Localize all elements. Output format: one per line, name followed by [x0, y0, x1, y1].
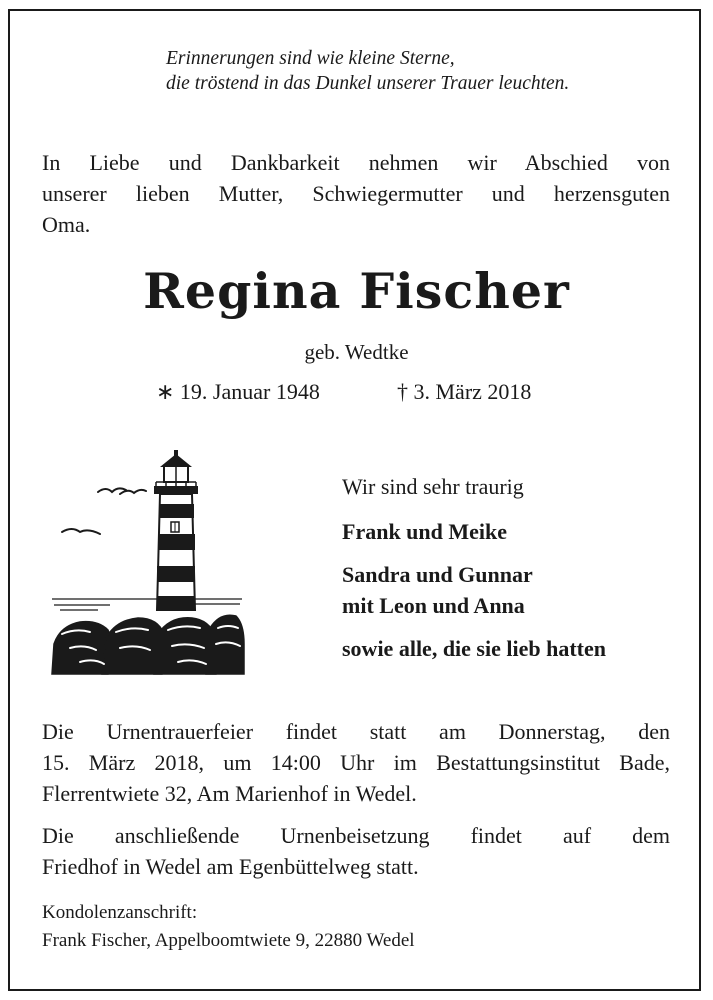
motto-quote: [166, 46, 686, 96]
intro-line: In Liebe und Dankbarkeit nehmen wir Abschied von: [42, 150, 670, 175]
birth-date: ∗ 19. Januar 1948: [156, 379, 320, 404]
ceremony-line: Die Urnentrauerfeier findet statt am Donnerstag, den: [42, 719, 670, 744]
mourner-group: Sandra und Gunnar: [342, 562, 533, 587]
mourners-block: [342, 474, 682, 664]
intro-line: Oma.: [42, 212, 91, 237]
ceremony-line: Flerrentwiete 32, Am Marienhof in Wedel.: [42, 781, 417, 806]
ceremony-line: 15. März 2018, um 14:00 Uhr im Bestattungsinstitut Bade,: [42, 750, 670, 775]
mourner-group: sowie alle, die sie lieb hatten: [342, 636, 606, 661]
motto-line: Erinnerungen sind wie kleine Sterne,: [166, 48, 455, 69]
condolence-label: Kondolenzanschrift:: [42, 902, 198, 923]
mourners-intro: Wir sind sehr traurig: [342, 474, 524, 499]
lighthouse-icon: [50, 448, 246, 676]
condolence-address: [42, 899, 670, 955]
burial-info: [42, 820, 670, 882]
burial-line: Die anschließende Urnenbeisetzung findet auf dem: [42, 823, 670, 848]
burial-line: Friedhof in Wedel am Egenbüttelweg statt.: [42, 854, 419, 879]
condolence-line: Frank Fischer, Appelboomtwiete 9, 22880 Wedel: [42, 930, 415, 951]
deceased-name: Regina Fischer: [143, 262, 570, 320]
mourner-group: Frank und Meike: [342, 519, 508, 544]
intro-line: unserer lieben Mutter, Schwiegermutter und herzensguten: [42, 181, 670, 206]
death-date: † 3. März 2018: [397, 379, 532, 404]
mourner-group: mit Leon und Anna: [342, 593, 525, 618]
ceremony-info: [42, 716, 670, 809]
motto-line: die tröstend in das Dunkel unserer Trauer leuchten.: [166, 73, 570, 94]
intro-text: [42, 147, 670, 240]
birth-name: geb. Wedtke: [304, 340, 409, 364]
